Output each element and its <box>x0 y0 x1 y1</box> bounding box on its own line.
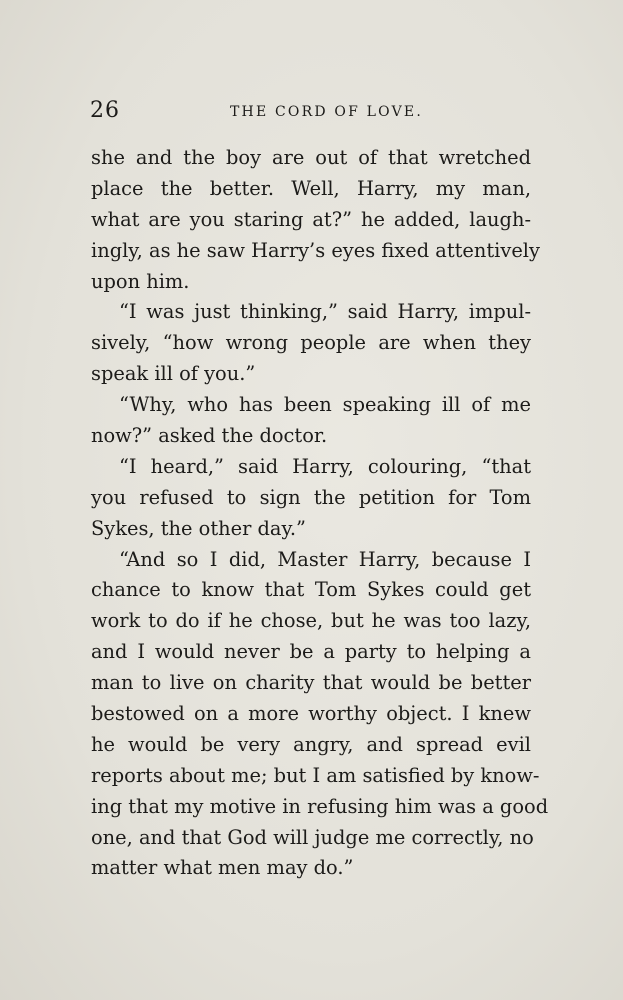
text-line: he would be very angry, and spread evil <box>91 732 531 756</box>
text-line: “Why, who has been speaking ill of me <box>119 393 531 417</box>
page-number: 26 <box>90 98 120 123</box>
page-header <box>90 98 540 128</box>
text-line: “I was just thinking,” said Harry, impul- <box>119 300 531 324</box>
text-line: you refused to sign the petition for Tom <box>91 485 531 509</box>
text-line: sively, “how wrong people are when they <box>91 331 531 355</box>
text-line: reports about me; but I am satisfied by know- <box>91 763 540 787</box>
text-line: Sykes, the other day.” <box>91 516 306 540</box>
text-line: work to do if he chose, but he was too lazy, <box>91 609 531 633</box>
text-line: and I would never be a party to helping a <box>91 640 531 664</box>
text-line: ing that my motive in refusing him was a good <box>91 794 549 818</box>
text-line: now?” asked the doctor. <box>91 424 328 448</box>
text-line: she and the boy are out of that wretched <box>91 146 531 169</box>
running-head: THE CORD OF LOVE. <box>230 104 423 120</box>
text-line: chance to know that Tom Sykes could get <box>91 578 531 602</box>
text-line: bestowed on a more worthy object. I knew <box>91 702 531 726</box>
text-line: “I heard,” said Harry, colouring, “that <box>119 454 531 478</box>
text-line: one, and that God will judge me correctly, no <box>91 825 534 849</box>
text-line: speak ill of you.” <box>91 362 256 386</box>
text-line: upon him. <box>91 269 190 293</box>
text-line: what are you staring at?” he added, laugh- <box>91 207 531 231</box>
text-line: man to live on charity that would be better <box>91 671 531 695</box>
text-line: place the better. Well, Harry, my man, <box>91 176 531 200</box>
body-text <box>91 143 549 884</box>
text-line: matter what men may do.” <box>91 856 354 880</box>
text-line: “And so I did, Master Harry, because I <box>119 547 531 571</box>
text-line: ingly, as he saw Harry’s eyes fixed attentively <box>91 238 540 262</box>
